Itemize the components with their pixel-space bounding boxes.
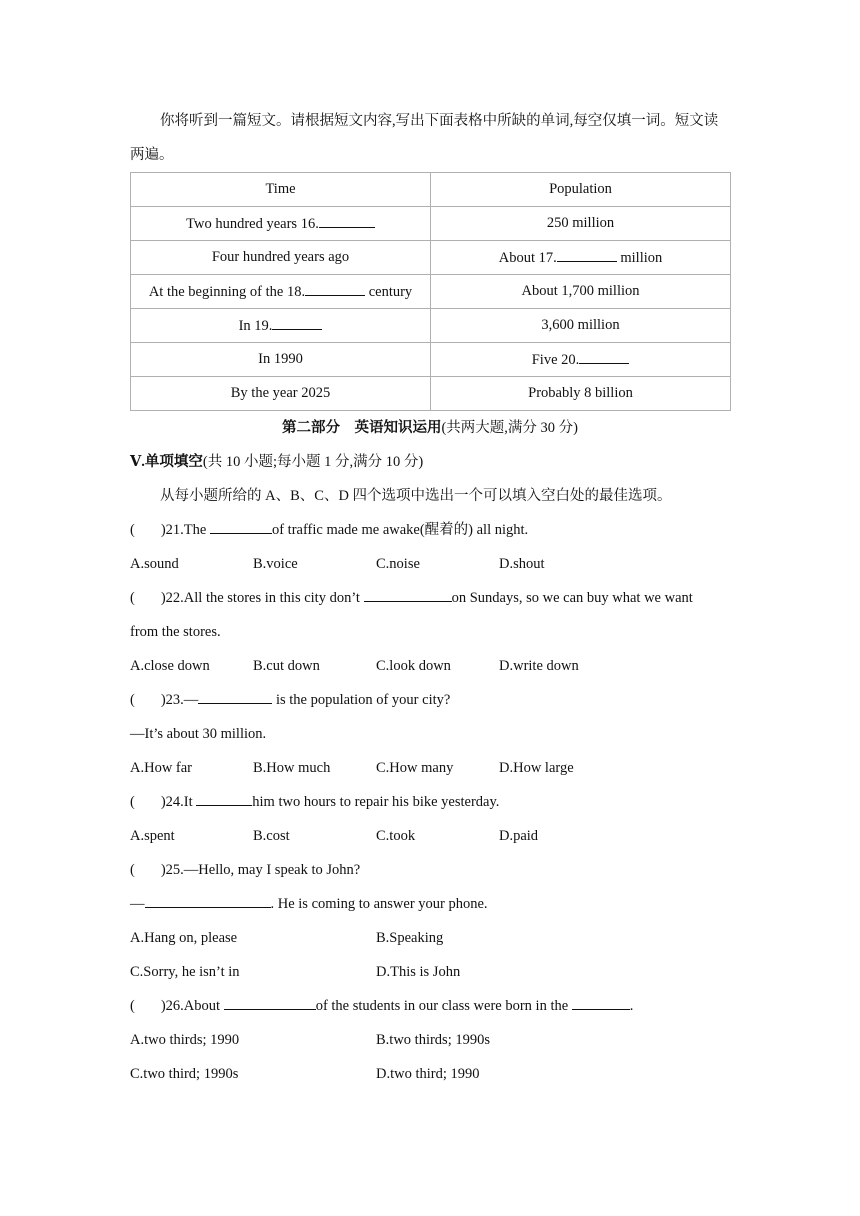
option-a[interactable]: A.How far bbox=[130, 760, 193, 776]
population-table bbox=[130, 172, 731, 411]
answer-paren: ( bbox=[130, 692, 135, 708]
option-c[interactable]: C.How many bbox=[376, 760, 454, 776]
option-b[interactable]: B.How much bbox=[253, 760, 331, 776]
table-row bbox=[131, 343, 731, 377]
cell-text: In 1990 bbox=[258, 351, 303, 367]
option-b[interactable]: B.cost bbox=[253, 828, 290, 844]
question-text: . bbox=[629, 998, 634, 1014]
options-21 bbox=[130, 547, 730, 581]
question-text: )21.The bbox=[160, 522, 210, 538]
question-text: )22.All the stores in this city don’t bbox=[160, 590, 364, 606]
option-a[interactable]: A.two thirds; 1990 bbox=[130, 1032, 240, 1048]
section-five-instructions: 从每小题所给的 A、B、C、D 四个选项中选出一个可以填入空白处的最佳选项。 bbox=[160, 488, 672, 504]
cell-text: Two hundred years 16. bbox=[186, 215, 319, 232]
part-two-heading bbox=[130, 411, 730, 445]
question-blank bbox=[145, 895, 271, 908]
option-d[interactable]: D.paid bbox=[499, 828, 539, 844]
question-blank bbox=[196, 793, 252, 806]
answer-blank-16[interactable] bbox=[319, 215, 375, 228]
section-five-heading bbox=[130, 445, 730, 479]
section-five-title: Ⅴ.单项填空 bbox=[130, 454, 203, 470]
option-a[interactable]: A.Hang on, please bbox=[130, 930, 238, 946]
part-two-title: 第二部分 英语知识运用 bbox=[281, 420, 442, 436]
options-25-row1 bbox=[130, 921, 730, 955]
cell-text: 250 million bbox=[546, 215, 615, 231]
question-text: of traffic made me awake(醒着的) all night. bbox=[271, 522, 529, 538]
options-24 bbox=[130, 819, 730, 853]
cell-text: century bbox=[365, 283, 413, 300]
option-b[interactable]: B.Speaking bbox=[376, 930, 444, 946]
cell-text: By the year 2025 bbox=[230, 385, 331, 401]
header-population: Population bbox=[431, 173, 731, 207]
option-b[interactable]: B.two thirds; 1990s bbox=[376, 1032, 490, 1048]
listening-instructions: 你将听到一篇短文。请根据短文内容,写出下面表格中所缺的单词,每空仅填一词。短文读两遍。 bbox=[130, 113, 719, 163]
option-c[interactable]: C.noise bbox=[376, 556, 420, 572]
question-blank bbox=[224, 997, 316, 1010]
question-text: him two hours to repair his bike yesterday. bbox=[252, 794, 500, 810]
cell-text: At the beginning of the 18. bbox=[148, 283, 306, 300]
question-text: is the population of your city? bbox=[272, 692, 451, 708]
option-c[interactable]: C.two third; 1990s bbox=[130, 1066, 239, 1082]
table-row bbox=[131, 241, 731, 275]
question-23 bbox=[130, 683, 730, 717]
header-time: Time bbox=[131, 173, 431, 207]
cell-text: About 1,700 million bbox=[521, 283, 640, 299]
cell-text: million bbox=[616, 249, 663, 266]
cell-text: Five 20. bbox=[531, 351, 580, 368]
option-d[interactable]: D.This is John bbox=[376, 964, 461, 980]
option-a[interactable]: A.spent bbox=[130, 828, 175, 844]
answer-blank-19[interactable] bbox=[272, 317, 322, 330]
question-text: )26.About bbox=[160, 998, 224, 1014]
table-row bbox=[131, 207, 731, 241]
question-text: . He is coming to answer your phone. bbox=[270, 896, 488, 912]
option-a[interactable]: A.close down bbox=[130, 658, 210, 674]
option-d[interactable]: D.two third; 1990 bbox=[376, 1066, 480, 1082]
question-22-continued: from the stores. bbox=[130, 624, 221, 640]
question-blank bbox=[364, 589, 452, 602]
options-25-row2 bbox=[130, 955, 730, 989]
option-b[interactable]: B.voice bbox=[253, 556, 298, 572]
option-d[interactable]: D.write down bbox=[499, 658, 579, 674]
cell-text: About 17. bbox=[498, 249, 557, 266]
question-24 bbox=[130, 785, 730, 819]
answer-paren: ( bbox=[130, 522, 135, 538]
answer-paren: ( bbox=[130, 794, 135, 810]
question-22 bbox=[130, 581, 730, 615]
option-c[interactable]: C.look down bbox=[376, 658, 451, 674]
table-row bbox=[131, 309, 731, 343]
question-25-reply bbox=[130, 887, 730, 921]
question-text: of the students in our class were born in the bbox=[315, 998, 572, 1014]
question-text: )25.—Hello, may I speak to John? bbox=[160, 862, 361, 878]
exam-page bbox=[130, 104, 730, 1091]
question-21 bbox=[130, 513, 730, 547]
table-row bbox=[131, 377, 731, 411]
question-text: )23.— bbox=[160, 692, 199, 708]
question-text: )24.It bbox=[160, 794, 197, 810]
question-23-reply: —It’s about 30 million. bbox=[130, 726, 267, 742]
question-blank bbox=[198, 691, 272, 704]
answer-blank-17[interactable] bbox=[557, 249, 617, 262]
option-c[interactable]: C.took bbox=[376, 828, 416, 844]
part-two-note: (共两大题,满分 30 分) bbox=[441, 420, 579, 436]
question-25 bbox=[130, 853, 730, 887]
options-23 bbox=[130, 751, 730, 785]
cell-text: In 19. bbox=[238, 317, 273, 334]
question-blank bbox=[572, 997, 630, 1010]
table-header-row bbox=[131, 173, 731, 207]
cell-text: 3,600 million bbox=[541, 317, 620, 333]
answer-blank-20[interactable] bbox=[579, 351, 629, 364]
option-c[interactable]: C.Sorry, he isn’t in bbox=[130, 964, 240, 980]
answer-paren: ( bbox=[130, 590, 135, 606]
question-text: on Sundays, so we can buy what we want bbox=[451, 590, 693, 606]
answer-blank-18[interactable] bbox=[305, 283, 365, 296]
options-26-row1 bbox=[130, 1023, 730, 1057]
answer-paren: ( bbox=[130, 998, 135, 1014]
cell-text: Probably 8 billion bbox=[528, 385, 633, 401]
question-text: — bbox=[130, 896, 145, 912]
cell-text: Four hundred years ago bbox=[211, 249, 350, 265]
section-five-note: (共 10 小题;每小题 1 分,满分 10 分) bbox=[202, 454, 424, 470]
option-b[interactable]: B.cut down bbox=[253, 658, 320, 674]
options-26-row2 bbox=[130, 1057, 730, 1091]
option-d[interactable]: D.shout bbox=[499, 556, 545, 572]
question-26 bbox=[130, 989, 730, 1023]
option-a[interactable]: A.sound bbox=[130, 556, 179, 572]
question-blank bbox=[210, 521, 272, 534]
options-22 bbox=[130, 649, 730, 683]
answer-paren: ( bbox=[130, 862, 135, 878]
option-d[interactable]: D.How large bbox=[499, 760, 574, 776]
table-row bbox=[131, 275, 731, 309]
